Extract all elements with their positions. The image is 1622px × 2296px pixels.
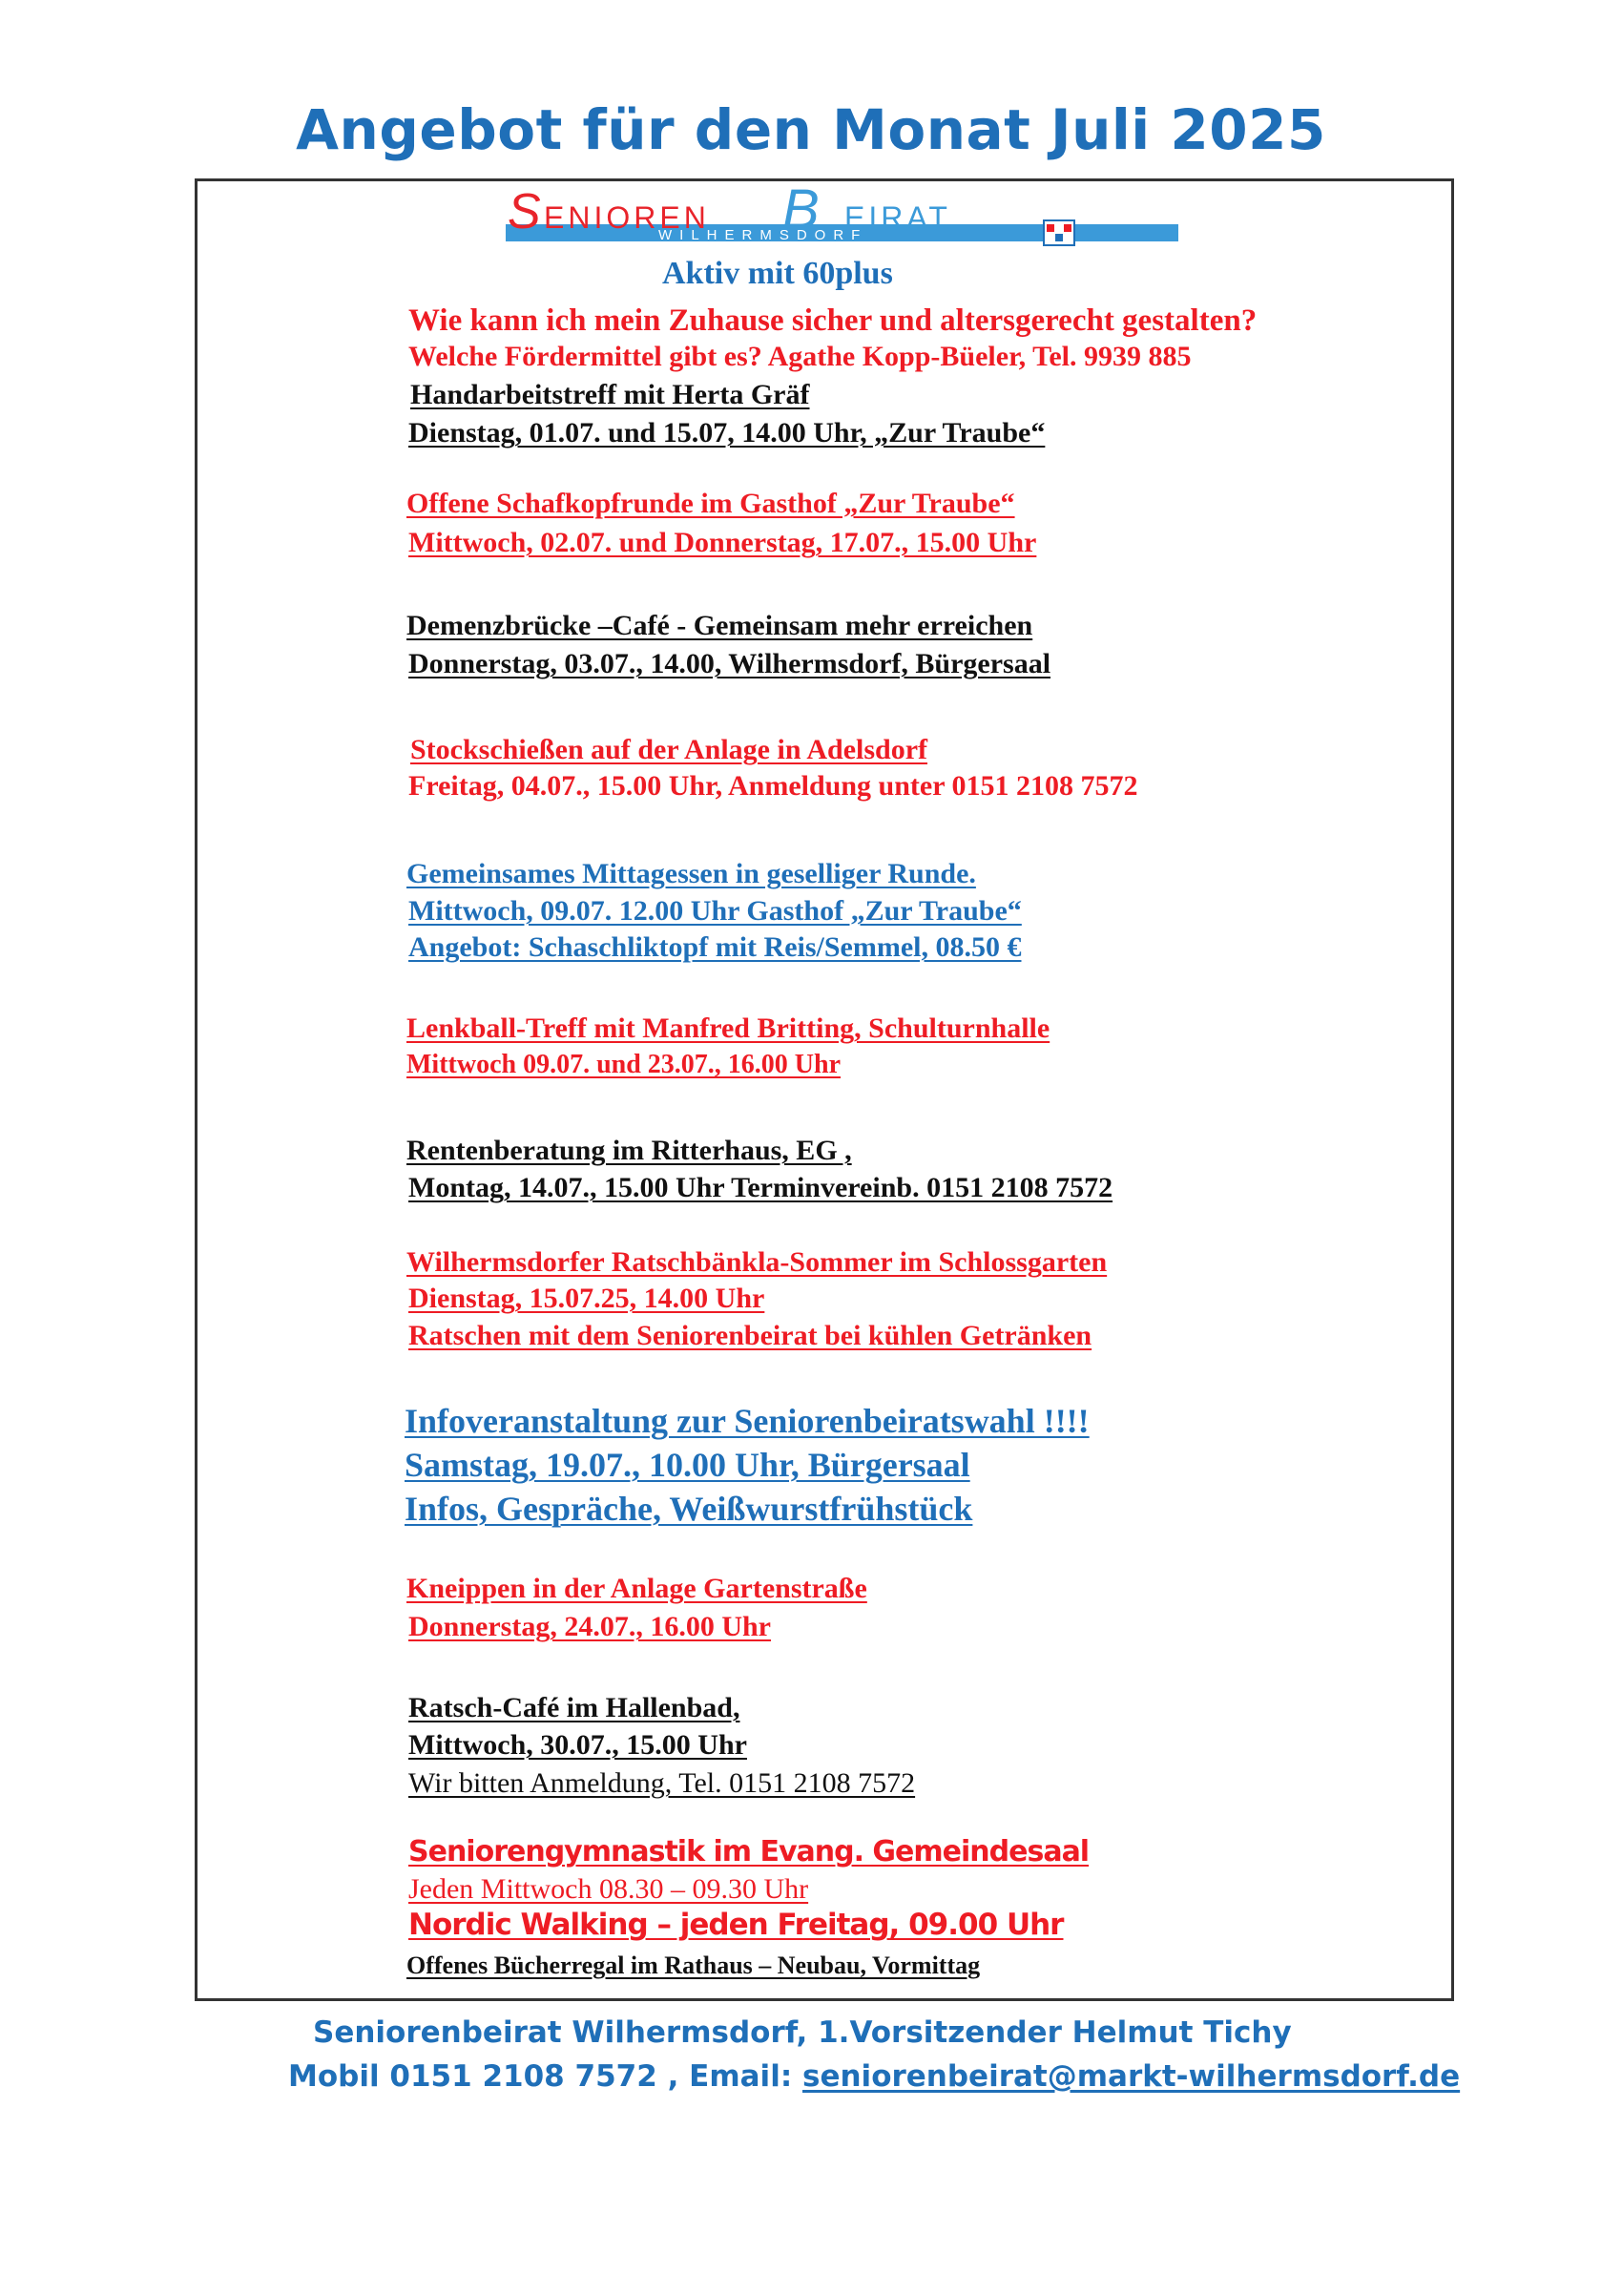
footer-line-1: Seniorenbeirat Wilhermsdorf, 1.Vorsitzender Helmut Tichy [313, 2015, 1292, 2050]
event-11-date: Mittwoch, 30.07., 15.00 Uhr [408, 1729, 747, 1761]
event-8-title: Wilhermsdorfer Ratschbänkla-Sommer im Schlossgarten [406, 1246, 1108, 1278]
event-10-date: Donnerstag, 24.07., 16.00 Uhr [408, 1611, 771, 1642]
event-1-title: Handarbeitstreff mit Herta Gräf [410, 379, 810, 410]
event-5-date: Mittwoch, 09.07. 12.00 Uhr Gasthof „Zur Traube“ [408, 895, 1022, 927]
coat-of-arms-icon [1044, 220, 1074, 245]
footer-line-2 [288, 2059, 1460, 2094]
event-1-date: Dienstag, 01.07. und 15.07, 14.00 Uhr, „Zur Traube“ [408, 417, 1046, 449]
subtitle: Aktiv mit 60plus [662, 256, 893, 291]
event-9-title: Infoveranstaltung zur Seniorenbeiratswahl !!!! [405, 1402, 1090, 1440]
email-link[interactable]: seniorenbeirat@markt-wilhermsdorf.de [802, 2059, 1461, 2094]
event-7-title: Rentenberatung im Ritterhaus, EG , [406, 1135, 852, 1166]
event-3-date: Donnerstag, 03.07., 14.00, Wilhermsdorf, Bürgersaal [408, 648, 1051, 679]
event-2-title: Offene Schafkopfrunde im Gasthof „Zur Traube“ [406, 488, 1015, 519]
content-frame [195, 178, 1454, 2001]
event-5-offer: Angebot: Schaschliktopf mit Reis/Semmel, 08.50 € [408, 931, 1022, 963]
footer-contact: Mobil 0151 2108 7572 , Email: [288, 2059, 803, 2094]
event-2-date: Mittwoch, 02.07. und Donnerstag, 17.07., 15.00 Uhr [408, 527, 1037, 558]
event-3-title: Demenzbrücke –Café - Gemeinsam mehr erreichen [406, 610, 1033, 641]
event-7-date: Montag, 14.07., 15.00 Uhr Terminvereinb. 0151 2108 7572 [408, 1172, 1113, 1203]
event-11-note: Wir bitten Anmeldung, Tel. 0151 2108 7572 [408, 1767, 916, 1799]
logo-word1: ENIOREN [544, 200, 710, 235]
event-12-date: Jeden Mittwoch 08.30 – 09.30 Uhr [408, 1873, 809, 1905]
event-8-date: Dienstag, 15.07.25, 14.00 Uhr [408, 1283, 765, 1314]
event-9-note: Infos, Gespräche, Weißwurstfrühstück [405, 1490, 973, 1528]
event-8-note: Ratschen mit dem Seniorenbeirat bei kühlen Getränken [408, 1320, 1092, 1351]
logo-word2: EIRAT [844, 200, 951, 235]
event-6-title: Lenkball-Treff mit Manfred Britting, Schulturnhalle [406, 1012, 1050, 1044]
event-12-title: Seniorengymnastik im Evang. Gemeindesaal [408, 1835, 1090, 1868]
event-4-title: Stockschießen auf der Anlage in Adelsdorf [410, 734, 928, 765]
event-10-title: Kneippen in der Anlage Gartenstraße [406, 1573, 867, 1604]
logo-cap-s: S [508, 186, 541, 240]
intro-line-1: Wie kann ich mein Zuhause sicher und altersgerecht gestalten? [408, 303, 1258, 338]
event-12-bookshelf: Offenes Bücherregal im Rathaus – Neubau, Vormittag [406, 1952, 981, 1979]
logo-cap-b: B [782, 186, 820, 240]
event-9-date: Samstag, 19.07., 10.00 Uhr, Bürgersaal [405, 1446, 970, 1484]
seniorenbeirat-logo [496, 186, 1183, 253]
event-5-title: Gemeinsames Mittagessen in geselliger Runde. [406, 858, 976, 889]
event-12-walking: Nordic Walking – jeden Freitag, 09.00 Uhr [408, 1908, 1064, 1942]
logo-town: WILHERMSDORF [658, 227, 868, 243]
event-6-date: Mittwoch 09.07. und 23.07., 16.00 Uhr [406, 1050, 842, 1079]
intro-line-2: Welche Fördermittel gibt es? Agathe Kopp-Büeler, Tel. 9939 885 [408, 341, 1192, 372]
event-11-title: Ratsch-Café im Hallenbad, [408, 1692, 740, 1723]
page-title: Angebot für den Monat Juli 2025 [296, 97, 1326, 162]
event-4-date: Freitag, 04.07., 15.00 Uhr, Anmeldung unter 0151 2108 7572 [408, 770, 1138, 802]
